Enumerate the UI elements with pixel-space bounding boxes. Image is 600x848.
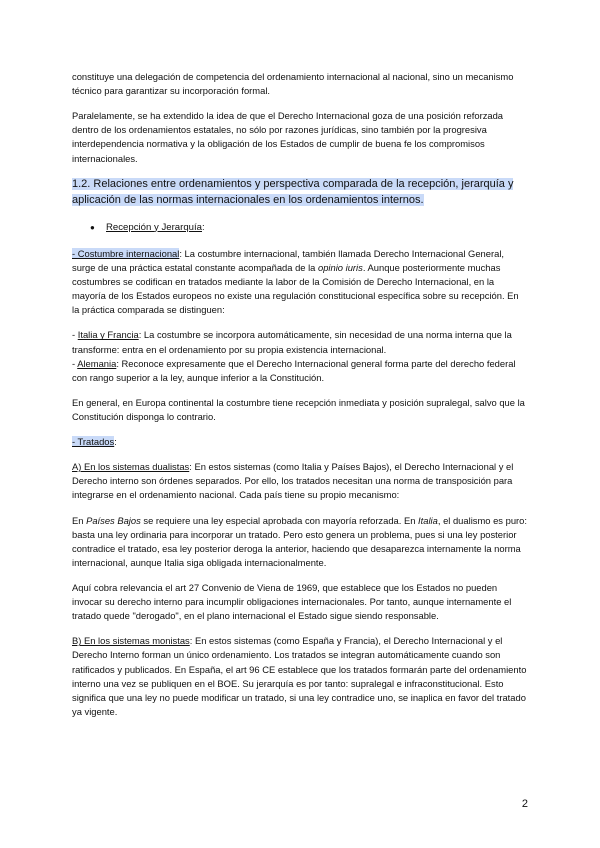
bullet-icon: ●: [90, 222, 95, 232]
monistas-label: B) En los sistemas monistas: [72, 635, 190, 647]
paises-italic-1: Países Bajos: [86, 514, 141, 526]
section-heading: [72, 177, 528, 209]
costumbre-italic: opinio iuris: [318, 262, 363, 274]
costumbre-text-2: . Aunque posteriormente muchas costumbres se codifican en tratados mediante la labor de la Comisión de Derecho Internacional, en la mayoría de los Estados europeos no existe una regulación constitucional específica sobre su recepción. En la práctica comparada se distinguen:: [72, 262, 519, 316]
italia-prefix: -: [72, 329, 78, 341]
dualistas-text: : En estos sistemas (como Italia y Países Bajos), el Derecho Internacional y el Derecho interno son órdenes separados. Por ello, los tratados necesitan una norma de transposición para integrarse en el ordenamiento nacional. Cada país tiene su propio mecanismo:: [72, 461, 514, 501]
tratados-label: - Tratados: [72, 436, 115, 448]
dualistas-label: A) En los sistemas dualistas: [72, 461, 190, 473]
page-number: 2: [521, 798, 528, 810]
paises-text-0: En: [72, 514, 87, 526]
paises-italic-2: Italia: [418, 514, 438, 526]
list-item-italia: [72, 328, 528, 356]
paragraph-costumbre: [72, 247, 528, 318]
paragraph-monistas: [72, 634, 528, 719]
bullet-label: Recepción y Jerarquía: [106, 221, 202, 233]
paragraph-general: En general, en Europa continental la costumbre tiene recepción inmediata y posición supralegal, salvo que la Constitución disponga lo contrario.: [72, 396, 525, 423]
monistas-text: : En estos sistemas (como España y Francia), el Derecho Internacional y el Derecho Interno forman un único ordenamiento. Los tratados se integran automáticamente cuando son ratificados y publicados. En España, el art 96 CE establece que los tratados formarán parte del ordenamiento interno una vez se publiquen en el BOE. Su jerarquía es por tanto: supralegal e infraconstitucional. Esto significa que una ley no puede modificar un tratado, si una ley contradice uno, se inaplica en favor del tratado ya vigente.: [72, 635, 527, 717]
italia-label: Italia y Francia: [77, 329, 139, 341]
bullet-text: [106, 221, 205, 235]
paises-text-1: se requiere una ley especial aprobada con mayoría reforzada. En: [140, 514, 419, 526]
country-list: [72, 328, 528, 384]
italia-text: : La costumbre se incorpora automáticamente, sin necesidad de una norma interna que la transforme: entra en el ordenamiento por su propia existencia internacional.: [72, 329, 512, 355]
paragraph-intro: constituye una delegación de competencia del ordenamiento internacional al nacional, sino un mecanismo técnico para garantizar su incorporación formal.: [72, 71, 514, 97]
paragraph-viena: Aquí cobra relevancia el art 27 Convenio de Viena de 1969, que establece que los Estados no pueden invocar su derecho interno para incumplir obligaciones internacionales. Por tanto, aunque internamente el tratado quede "derogado", en el plano internacional el Estado sigue siendo responsable.: [72, 582, 512, 622]
tratados-heading: [72, 435, 528, 449]
tratados-suffix: :: [114, 436, 117, 448]
list-item-alemania: [72, 357, 528, 385]
section-heading-text: 1.2. Relaciones entre ordenamientos y perspectiva comparada de la recepción, jerarquía y aplicación de las normas internacionales en los ordenamientos internos.: [72, 177, 514, 206]
costumbre-label: - Costumbre internacional: [72, 247, 180, 259]
paragraph-paises-bajos: [72, 514, 528, 570]
alemania-text: : Reconoce expresamente que el Derecho Internacional general forma parte del derecho federal con rango superior a la ley, aunque inferior a la Constitución.: [72, 357, 516, 383]
paragraph-dualistas: [72, 460, 528, 502]
paises-text-2: , el dualismo es puro: basta una ley ordinaria para incorporar un tratado. Pero esto genera un problema, pues si una ley posterior contradice el tratado, esa ley posterior deroga la anterior, haciendo que desaparezca internamente la norma internacional, aunque Italia siga obligada internacionalmente.: [72, 514, 527, 568]
alemania-label: Alemania: [77, 357, 117, 369]
bullet-recepcion: [72, 221, 528, 235]
paragraph-reforzada: Paralelamente, se ha extendido la idea de que el Derecho Internacional goza de una posición reforzada dentro de los ordenamientos estatales, no sólo por razones jurídicas, sino también por la progresiva interdependencia normativa y la obligación de los Estados de cumplir de buena fe los compromisos internacionales.: [72, 110, 504, 164]
bullet-suffix: :: [202, 221, 205, 233]
costumbre-text-1: : La costumbre internacional, también llamada Derecho Internacional General, surge de una práctica estatal constante acompañada de la: [72, 247, 505, 274]
alemania-prefix: -: [72, 357, 78, 369]
